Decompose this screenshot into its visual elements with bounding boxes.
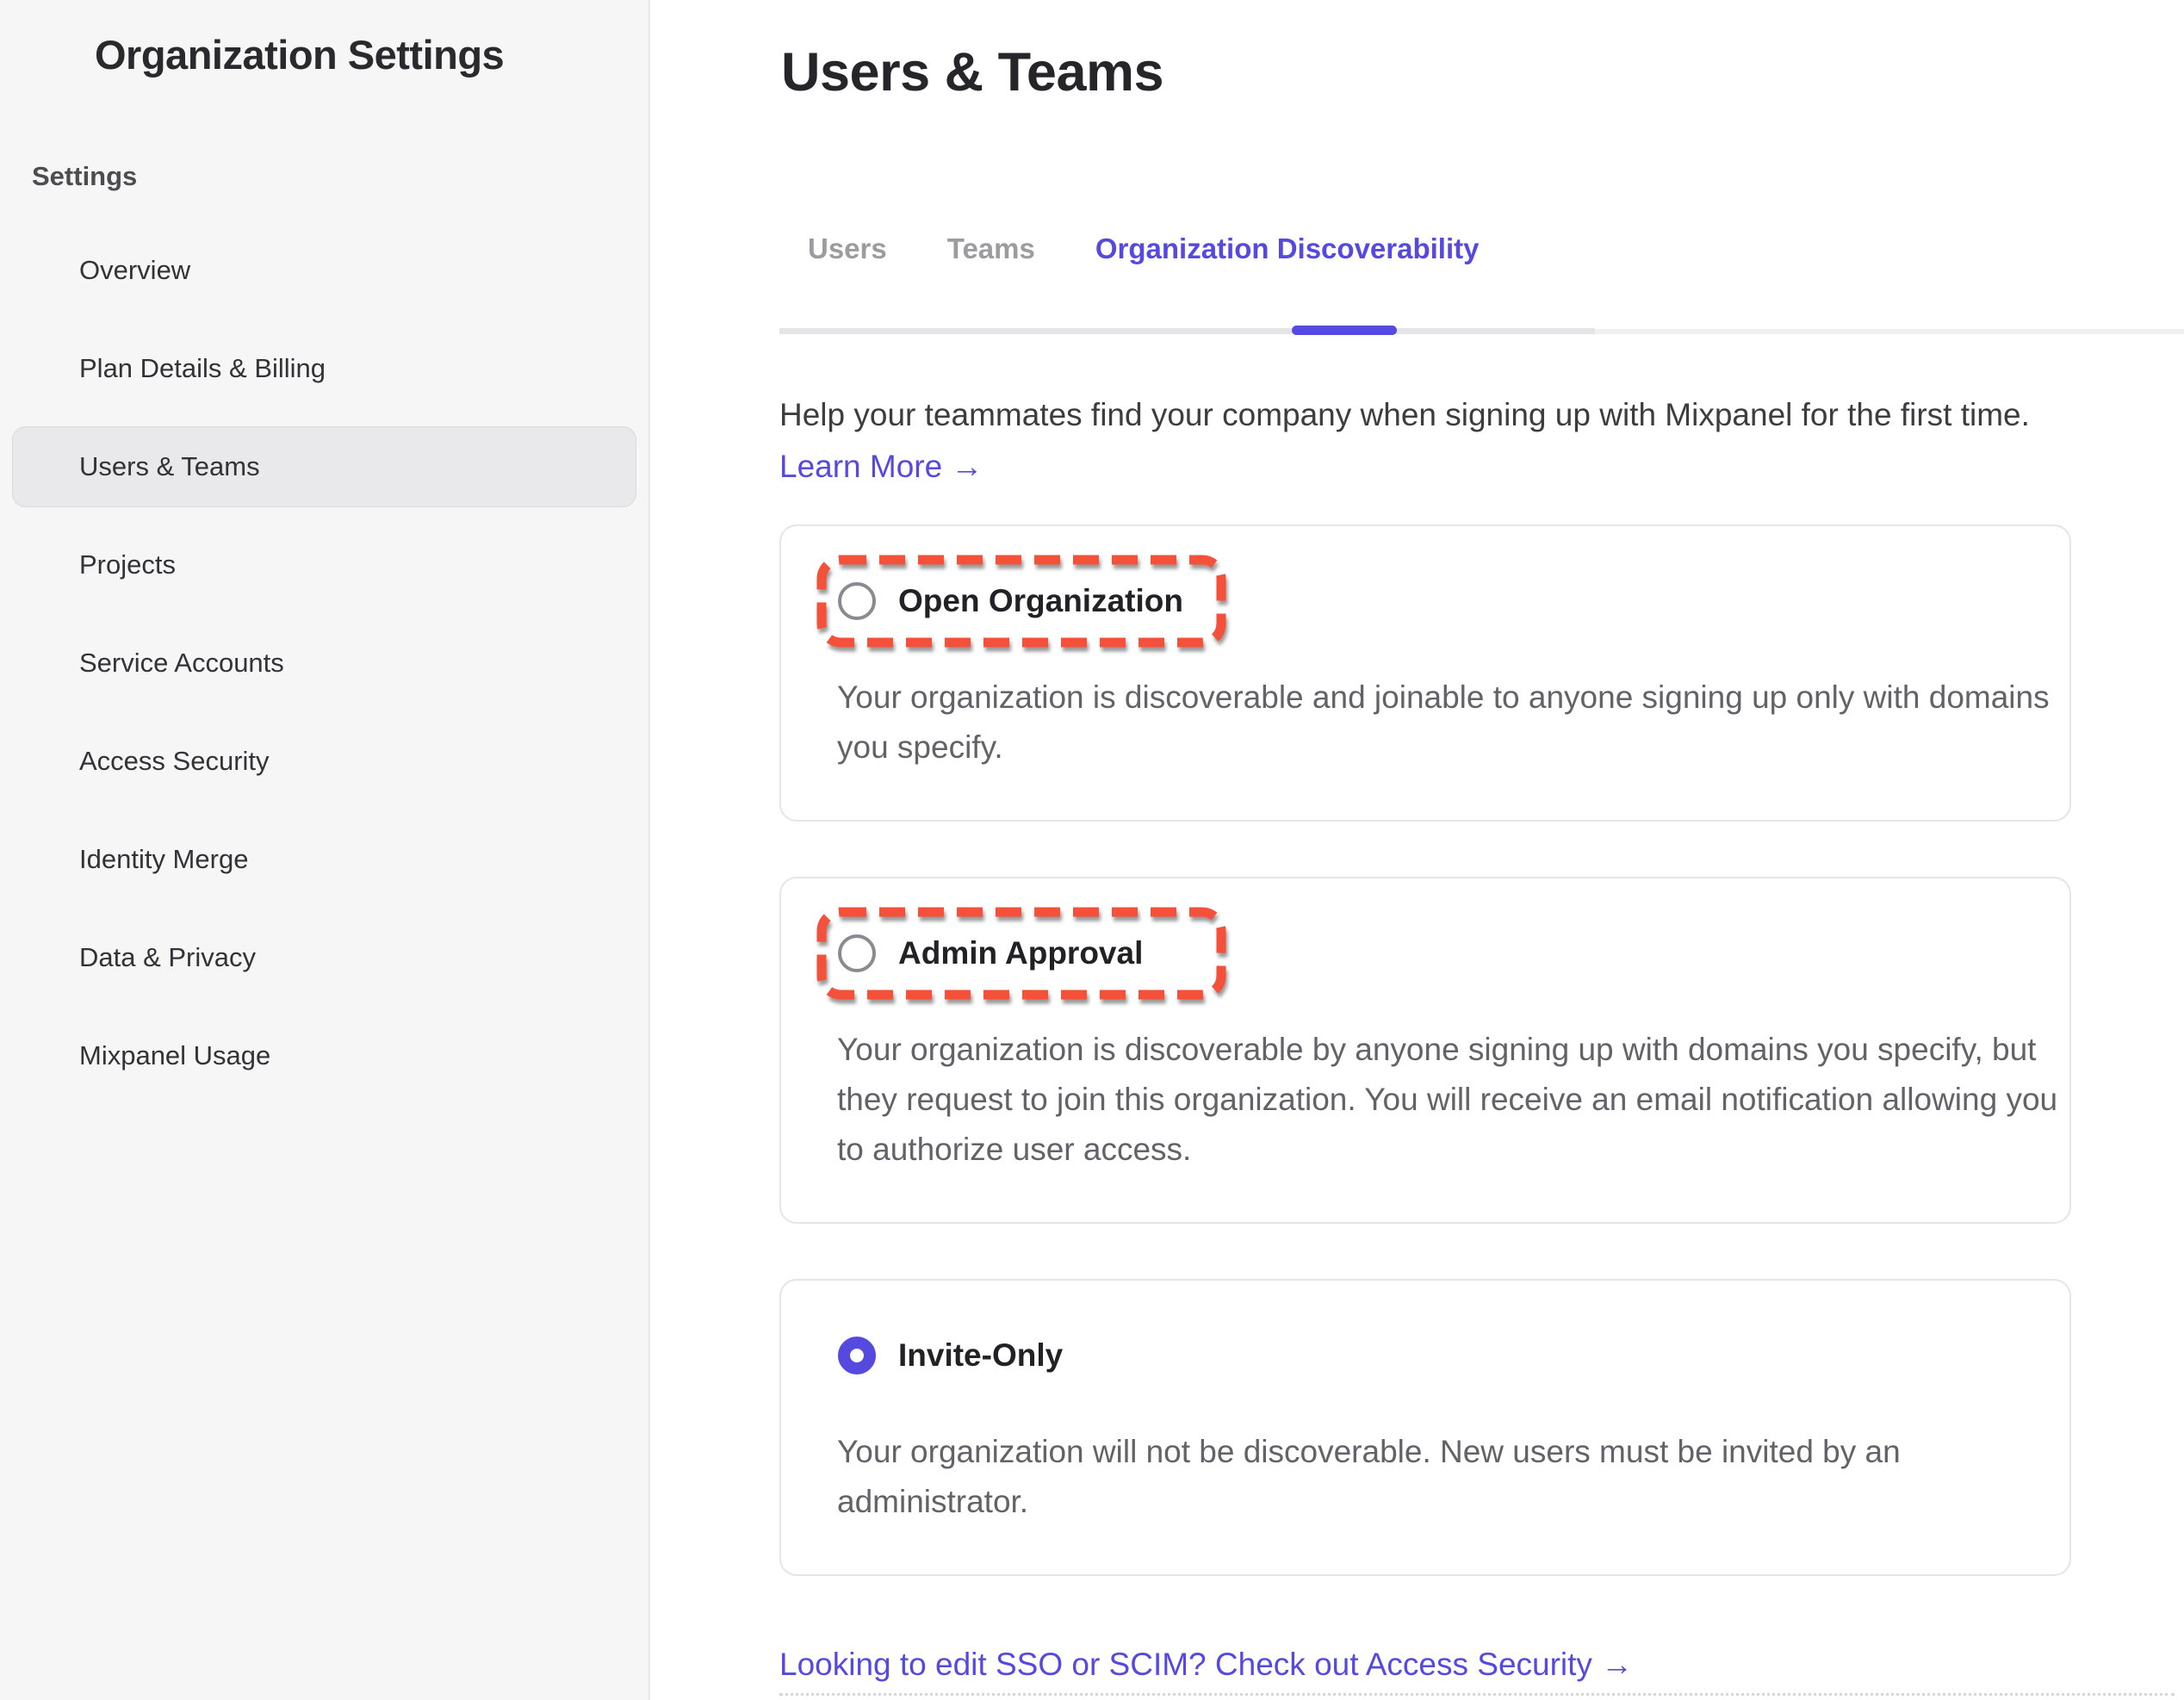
option-description: Your organization is discoverable by anyone signing up with domains you specify, but they request to join this organization. You will receive an email notification allowing you to authorize user access. [837,1032,2058,1167]
sidebar-title: Organization Settings [95,32,505,78]
tab-rule [779,326,2184,335]
radio-open-organization[interactable] [838,582,876,620]
main-content [650,0,2184,1700]
option-row [816,554,1227,648]
sidebar-item-label: Plan Details & Billing [79,353,326,383]
intro-text: Help your teammates find your company when signing up with Mixpanel for the first time. [779,397,2030,432]
sidebar-section-label: Settings [32,161,138,191]
option-label-admin-approval[interactable]: Admin Approval [898,935,1144,971]
option-description: Your organization is discoverable and joinable to anyone signing up only with domains you specify. [837,679,2050,765]
tab-bar [808,233,2184,265]
sidebar-item-label: Projects [79,549,176,580]
radio-invite-only-selected[interactable] [838,1337,876,1374]
active-tab-indicator [1292,326,1397,335]
tab-teams[interactable]: Teams [946,233,1035,264]
tab-users[interactable]: Users [808,233,887,264]
option-label-open-organization[interactable]: Open Organization [898,583,1183,618]
option-row [816,1308,1227,1403]
sidebar-item-projects[interactable] [12,524,636,605]
sidebar-item-plan-details-billing[interactable] [12,328,636,409]
sidebar-item-label: Identity Merge [79,844,249,874]
sidebar-item-label: Access Security [79,746,270,776]
sidebar-item-label: Mixpanel Usage [79,1040,271,1070]
sidebar-item-label: Service Accounts [79,648,284,678]
sidebar [0,0,650,1700]
tab-organization-discoverability[interactable]: Organization Discoverability [1095,233,1480,264]
option-card-open-organization [779,524,2071,822]
sidebar-item-label: Overview [79,255,191,285]
sidebar-item-access-security[interactable] [12,721,636,802]
option-label-invite-only[interactable]: Invite-Only [898,1337,1064,1373]
radio-admin-approval[interactable] [838,934,876,972]
sidebar-item-overview[interactable] [12,230,636,311]
access-security-link[interactable]: Looking to edit SSO or SCIM? Check out Access Security → [779,1647,1634,1682]
sidebar-item-identity-merge[interactable] [12,819,636,900]
sidebar-items [0,230,648,1096]
bottom-divider [779,1693,2175,1696]
option-card-admin-approval [779,877,2071,1224]
sidebar-item-label: Data & Privacy [79,942,257,972]
option-card-invite-only [779,1279,2071,1576]
option-row [816,906,1227,1001]
sidebar-item-users-teams[interactable] [12,426,636,507]
sidebar-item-label: Users & Teams [79,451,260,481]
sidebar-item-service-accounts[interactable] [12,623,636,704]
page-title: Users & Teams [781,42,1164,102]
tab-rule-track-dark [779,328,1595,334]
options-list [779,524,2071,1576]
sidebar-item-data-privacy[interactable] [12,917,636,998]
option-description: Your organization will not be discoverable. New users must be invited by an administrator. [837,1434,1901,1519]
sidebar-item-mixpanel-usage[interactable] [12,1015,636,1096]
learn-more-link[interactable]: Learn More → [779,449,983,484]
